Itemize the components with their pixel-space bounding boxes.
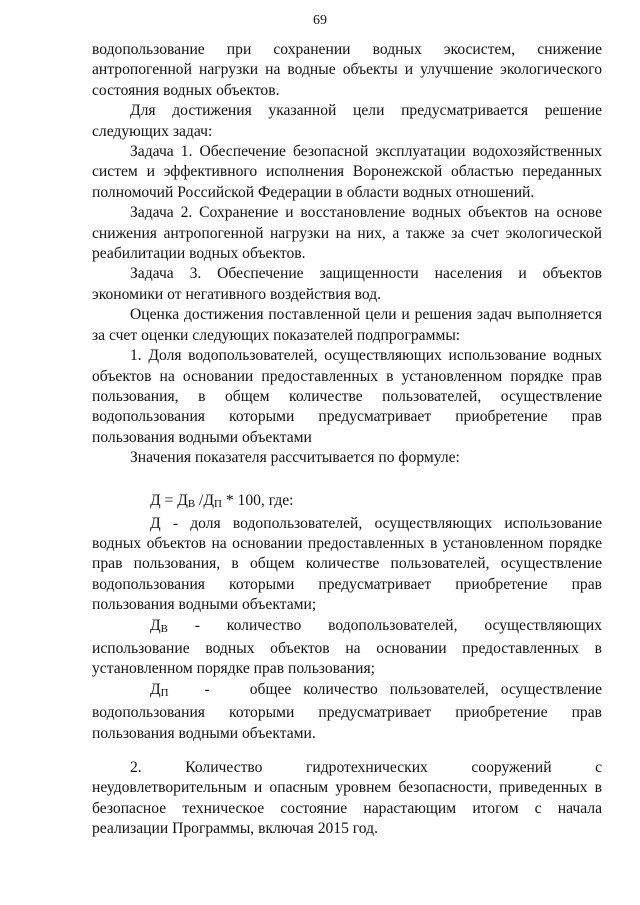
definition-dp [92,680,602,744]
task-2: Задача 2. Сохранение и восстановление водных объектов на основе снижения антропогенной нагрузки на них, а также за счет экологической реабилитации водных объектов. [92,204,602,263]
definition-dv-symbol: Д [150,616,161,634]
document-body [92,40,602,840]
formula-definitions [92,514,602,744]
definition-dp-sub: П [160,686,169,699]
page-number: 69 [313,13,327,28]
formula-slash: /Д [195,491,215,509]
formula-rest: * 100, где: [221,491,294,509]
task-1: Задача 1. Обеспечение безопасной эксплуатации водохозяйственных систем и эффективного исполнения Воронежской областью переданных полномочий Российской Федерации в области водных отношений. [92,143,602,201]
paragraph-goal: Для достижения указанной цели предусматривается решение следующих задач: [92,102,602,140]
paragraph-assessment: Оценка достижения поставленной цели и решения задач выполняется за счет оценки следующих показателей подпрограммы: [92,306,602,344]
definition-d: Д - доля водопользователей, осуществляющих использование водных объектов на основании предоставленных в установленном порядке прав пользования, в общем количестве пользователей, осуществление водопользования которыми предусматривает приобретение прав пользования водными объектами; [92,514,602,614]
formula-sub-p: П [214,497,222,510]
indicator-1: 1. Доля водопользователей, осуществляющих использование водных объектов на основании предоставленных в установленном порядке прав пользования, в общем количестве пользователей, осуществление водопользования которыми предусматривает приобретение прав пользования водными объектами [92,347,602,446]
definition-dv-sub: В [160,622,168,635]
formula [92,491,602,514]
formula-lhs: Д = Д [150,491,188,509]
definition-dp-symbol: Д [150,680,161,698]
definition-dp-text: общее количество пользователей, осуществление водопользования которыми предусматривает приобретение прав пользования водными объектами. [92,680,602,742]
indicator-2: 2. Количество гидротехнических сооружений с неудовлетворительным и опасным уровнем безопасности, приведенных в безопасное техническое состояние нарастающим итогом с начала реализации Программы, включая 2015 год. [92,759,602,838]
definition-dv [92,616,602,680]
task-3: Задача 3. Обеспечение защищенности населения и объектов экономики от негативного воздействия вод. [92,265,602,303]
formula-intro: Значения показателя рассчитывается по формуле: [130,449,460,467]
paragraph-intro: водопользование при сохранении водных экосистем, снижение антропогенной нагрузки на водные объекты и улучшение экологического состояния водных объектов. [92,41,602,99]
definition-dv-text: - количество водопользователей, осуществляющих использование водных объектов на основании предоставленных в установленном порядке прав пользования; [92,616,602,678]
formula-sub-v: В [187,497,196,510]
definition-dp-dash: - [204,680,210,698]
